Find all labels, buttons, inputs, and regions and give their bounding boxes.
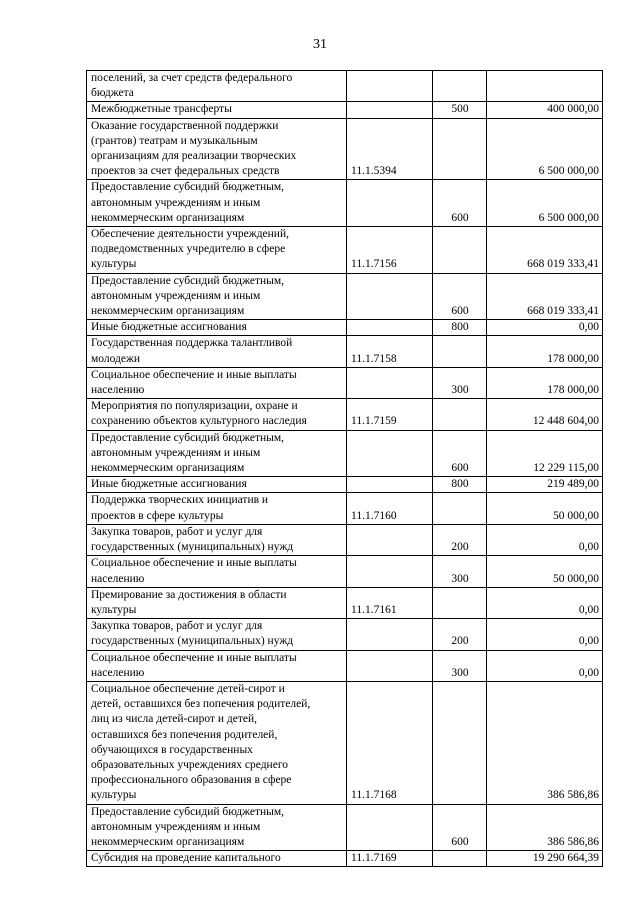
- cell-expense-type: 500: [433, 102, 487, 118]
- cell-target-code: 11.1.7159: [347, 399, 433, 430]
- cell-amount: 219 489,00: [487, 477, 603, 493]
- cell-expense-type: 300: [433, 556, 487, 587]
- table-row: [87, 587, 603, 618]
- cell-name: Социальное обеспечение и иные выплаты населению: [87, 556, 347, 587]
- cell-amount: 0,00: [487, 524, 603, 555]
- cell-target-code: [347, 804, 433, 851]
- cell-target-code: 11.1.7161: [347, 587, 433, 618]
- cell-target-code: 11.1.7156: [347, 227, 433, 274]
- cell-expense-type: 300: [433, 650, 487, 681]
- cell-amount: 19 290 664,39: [487, 851, 603, 867]
- cell-expense-type: [433, 336, 487, 367]
- cell-expense-type: 800: [433, 477, 487, 493]
- cell-amount: 6 500 000,00: [487, 118, 603, 180]
- table-row: [87, 681, 603, 804]
- cell-name: Субсидия на проведение капитального: [87, 851, 347, 867]
- cell-target-code: [347, 477, 433, 493]
- cell-amount: 386 586,86: [487, 681, 603, 804]
- cell-name: Иные бюджетные ассигнования: [87, 320, 347, 336]
- cell-expense-type: 600: [433, 180, 487, 227]
- cell-target-code: 11.1.7160: [347, 493, 433, 524]
- cell-name: Обеспечение деятельности учреждений, подведомственных учредителю в сфере культуры: [87, 227, 347, 274]
- cell-name: Предоставление субсидий бюджетным, автономным учреждениям и иным некоммерческим организациям: [87, 180, 347, 227]
- cell-amount: 0,00: [487, 587, 603, 618]
- cell-expense-type: [433, 71, 487, 102]
- budget-table-body: [87, 71, 603, 867]
- cell-expense-type: 200: [433, 619, 487, 650]
- cell-amount: 386 586,86: [487, 804, 603, 851]
- cell-name: Социальное обеспечение и иные выплаты населению: [87, 650, 347, 681]
- cell-target-code: [347, 430, 433, 477]
- cell-name: Иные бюджетные ассигнования: [87, 477, 347, 493]
- cell-expense-type: 600: [433, 804, 487, 851]
- cell-amount: 50 000,00: [487, 556, 603, 587]
- cell-amount: 668 019 333,41: [487, 227, 603, 274]
- table-row: [87, 851, 603, 867]
- table-row: [87, 399, 603, 430]
- cell-target-code: [347, 102, 433, 118]
- table-row: [87, 804, 603, 851]
- table-row: [87, 273, 603, 320]
- cell-target-code: [347, 556, 433, 587]
- cell-name: поселений, за счет средств федерального бюджета: [87, 71, 347, 102]
- cell-amount: 400 000,00: [487, 102, 603, 118]
- table-row: [87, 430, 603, 477]
- cell-target-code: [347, 180, 433, 227]
- table-row: [87, 118, 603, 180]
- cell-target-code: 11.1.7158: [347, 336, 433, 367]
- cell-expense-type: [433, 851, 487, 867]
- cell-name: Предоставление субсидий бюджетным, автономным учреждениям и иным некоммерческим организациям: [87, 430, 347, 477]
- cell-expense-type: [433, 587, 487, 618]
- cell-expense-type: 800: [433, 320, 487, 336]
- page-number: 31: [313, 37, 327, 52]
- table-row: [87, 477, 603, 493]
- cell-expense-type: [433, 493, 487, 524]
- cell-name: Межбюджетные трансферты: [87, 102, 347, 118]
- cell-amount: 12 229 115,00: [487, 430, 603, 477]
- table-row: [87, 493, 603, 524]
- cell-amount: 0,00: [487, 650, 603, 681]
- cell-amount: 6 500 000,00: [487, 180, 603, 227]
- table-row: [87, 556, 603, 587]
- cell-expense-type: [433, 399, 487, 430]
- cell-name: Социальное обеспечение и иные выплаты населению: [87, 367, 347, 398]
- cell-target-code: [347, 320, 433, 336]
- cell-name: Закупка товаров, работ и услуг для государственных (муниципальных) нужд: [87, 524, 347, 555]
- cell-target-code: [347, 367, 433, 398]
- cell-target-code: [347, 524, 433, 555]
- cell-name: Государственная поддержка талантливой молодежи: [87, 336, 347, 367]
- cell-name: Мероприятия по популяризации, охране и сохранению объектов культурного наследия: [87, 399, 347, 430]
- cell-amount: [487, 71, 603, 102]
- cell-name: Социальное обеспечение детей-сирот и детей, оставшихся без попечения родителей, лиц из числа детей-сирот и детей, оставшихся без попечения родителей, обучающихся в государственных образовательных учреждениях среднего профессионального образования в сфере культуры: [87, 681, 347, 804]
- cell-name: Закупка товаров, работ и услуг для государственных (муниципальных) нужд: [87, 619, 347, 650]
- cell-expense-type: 600: [433, 430, 487, 477]
- table-row: [87, 650, 603, 681]
- cell-target-code: 11.1.5394: [347, 118, 433, 180]
- table-row: [87, 524, 603, 555]
- cell-target-code: [347, 650, 433, 681]
- table-row: [87, 227, 603, 274]
- cell-amount: 668 019 333,41: [487, 273, 603, 320]
- cell-amount: 178 000,00: [487, 336, 603, 367]
- table-row: [87, 320, 603, 336]
- cell-expense-type: 300: [433, 367, 487, 398]
- table-row: [87, 619, 603, 650]
- table-row: [87, 336, 603, 367]
- table-row: [87, 180, 603, 227]
- cell-name: Поддержка творческих инициатив и проектов в сфере культуры: [87, 493, 347, 524]
- cell-target-code: [347, 273, 433, 320]
- cell-expense-type: 200: [433, 524, 487, 555]
- cell-amount: 0,00: [487, 320, 603, 336]
- cell-target-code: [347, 619, 433, 650]
- cell-expense-type: [433, 227, 487, 274]
- cell-expense-type: [433, 681, 487, 804]
- cell-expense-type: 600: [433, 273, 487, 320]
- cell-amount: 12 448 604,00: [487, 399, 603, 430]
- cell-target-code: [347, 71, 433, 102]
- cell-name: Премирование за достижения в области культуры: [87, 587, 347, 618]
- cell-expense-type: [433, 118, 487, 180]
- cell-amount: 178 000,00: [487, 367, 603, 398]
- cell-name: Оказание государственной поддержки (грантов) театрам и музыкальным организациям для реализации творческих проектов за счет федеральных средств: [87, 118, 347, 180]
- table-row: [87, 71, 603, 102]
- cell-name: Предоставление субсидий бюджетным, автономным учреждениям и иным некоммерческим организациям: [87, 804, 347, 851]
- table-row: [87, 367, 603, 398]
- budget-table: [86, 70, 603, 867]
- cell-target-code: 11.1.7168: [347, 681, 433, 804]
- cell-target-code: 11.1.7169: [347, 851, 433, 867]
- cell-name: Предоставление субсидий бюджетным, автономным учреждениям и иным некоммерческим организациям: [87, 273, 347, 320]
- cell-amount: 50 000,00: [487, 493, 603, 524]
- cell-amount: 0,00: [487, 619, 603, 650]
- table-row: [87, 102, 603, 118]
